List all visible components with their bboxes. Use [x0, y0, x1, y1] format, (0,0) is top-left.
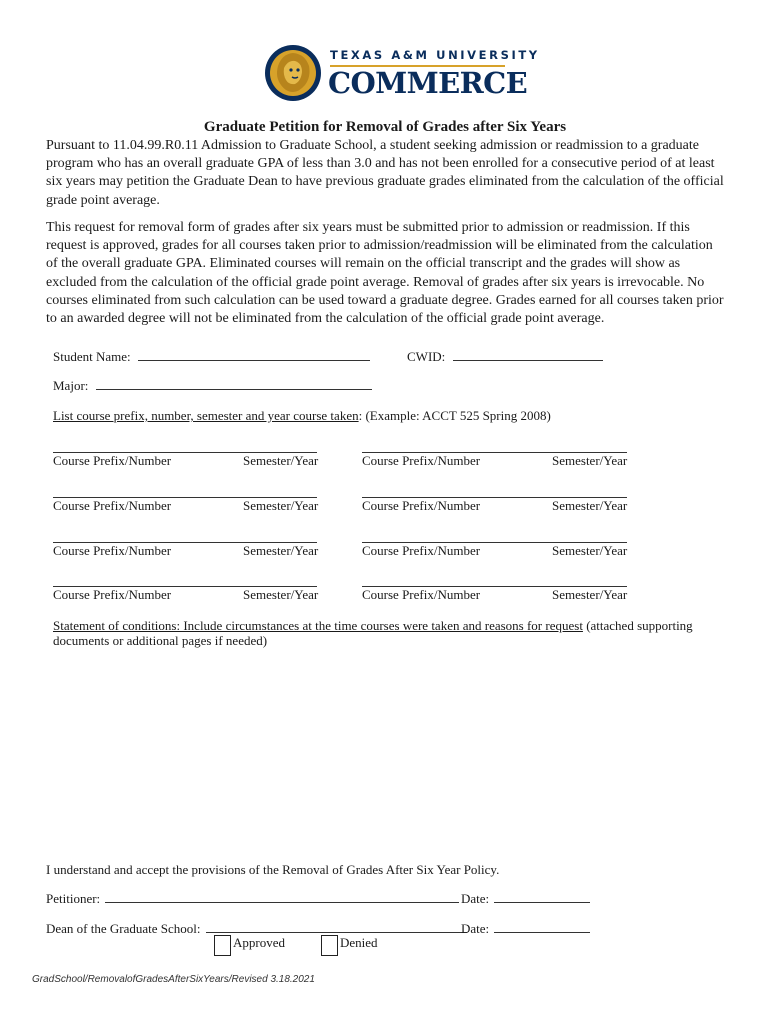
course-instruction-example: : (Example: ACCT 525 Spring 2008): [358, 408, 551, 423]
cwid-label: CWID:: [407, 349, 446, 364]
course-prefix-label: Course Prefix/Number: [362, 587, 481, 602]
course-prefix-label: Course Prefix/Number: [53, 498, 172, 513]
acknowledgement-text: I understand and accept the provisions of the Removal of Grades After Six Year Policy.: [46, 862, 500, 877]
date-label: Date:: [461, 891, 490, 906]
logo-campus-text: COMMERCE: [328, 66, 528, 100]
student-name-field[interactable]: [138, 348, 370, 361]
semester-year-label: Semester/Year: [552, 453, 628, 468]
dean-date-row: [461, 920, 590, 937]
petitioner-date-field[interactable]: [494, 890, 590, 903]
statement-line-2: documents or additional pages if needed): [53, 633, 268, 648]
course-prefix-label: Course Prefix/Number: [362, 543, 481, 558]
cwid-row: [407, 348, 603, 365]
major-row: [53, 377, 372, 394]
petitioner-label: Petitioner:: [46, 891, 101, 906]
lion-icon: [264, 44, 322, 102]
denied-checkbox[interactable]: [321, 935, 338, 956]
semester-year-label: Semester/Year: [243, 587, 319, 602]
petitioner-row: [46, 890, 459, 907]
course-prefix-label: Course Prefix/Number: [53, 453, 172, 468]
major-field[interactable]: [96, 377, 372, 390]
statement-instruction: [53, 618, 693, 634]
dean-date-field[interactable]: [494, 920, 590, 933]
semester-year-label: Semester/Year: [243, 453, 319, 468]
policy-paragraph-1: Pursuant to 11.04.99.R0.11 Admission to Graduate School, a student seeking admission or readmission to a graduate program who has an overall graduate GPA of less than 3.0 and has not been enrolled for a consecutive period of at least six years may petition the Graduate Dean to have previous graduate grades eliminated from the calculation of the official grade point average.: [46, 138, 724, 208]
statement-rest: (attached supporting: [582, 618, 693, 633]
course-prefix-label: Course Prefix/Number: [362, 453, 481, 468]
petitioner-date-row: [461, 890, 590, 907]
semester-year-label: Semester/Year: [243, 498, 319, 513]
cwid-field[interactable]: [453, 348, 603, 361]
student-name-label: Student Name:: [53, 349, 131, 364]
statement-underlined: Statement of conditions: Include circumstances at the time courses were taken and reasons for request: [53, 618, 583, 633]
logo-university-text: TEXAS A&M UNIVERSITY: [330, 48, 540, 62]
semester-year-label: Semester/Year: [243, 543, 319, 558]
course-prefix-label: Course Prefix/Number: [53, 543, 172, 558]
form-title: Graduate Petition for Removal of Grades after Six Years: [203, 119, 567, 135]
petitioner-signature-field[interactable]: [105, 890, 459, 903]
approved-checkbox[interactable]: [214, 935, 231, 956]
policy-paragraph-2: This request for removal form of grades after six years must be submitted prior to admission or readmission. If this request is approved, grades for all courses taken prior to admission/readmission will be eliminated from the calculation of the overall graduate GPA. Eliminated courses will remain on the official transcript and the grades will show as excluded from the calculation of the official grade point average. Removal of grades after six years is irrevocable. No courses eliminated from such calculation can be used toward a graduate degree. Grades earned for all courses taken prior to an awarded degree will not be eliminated from the calculation of the official grade point average.: [46, 220, 724, 327]
course-instruction-underlined: List course prefix, number, semester and year course taken: [53, 408, 359, 423]
date-label: Date:: [461, 921, 490, 936]
course-instruction: [53, 408, 551, 424]
statement-text-area[interactable]: [53, 652, 713, 847]
semester-year-label: Semester/Year: [552, 587, 628, 602]
student-name-row: [53, 348, 370, 365]
semester-year-label: Semester/Year: [552, 543, 628, 558]
approved-label: Approved: [233, 935, 285, 950]
major-label: Major:: [53, 378, 89, 393]
dean-label: Dean of the Graduate School:: [46, 921, 201, 936]
revision-footer: GradSchool/RemovalofGradesAfterSixYears/Revised 3.18.2021: [32, 974, 315, 985]
dean-signature-field[interactable]: [206, 920, 467, 933]
course-prefix-label: Course Prefix/Number: [53, 587, 172, 602]
semester-year-label: Semester/Year: [552, 498, 628, 513]
denied-label: Denied: [340, 935, 378, 950]
university-logo: [264, 44, 540, 104]
course-prefix-label: Course Prefix/Number: [362, 498, 481, 513]
